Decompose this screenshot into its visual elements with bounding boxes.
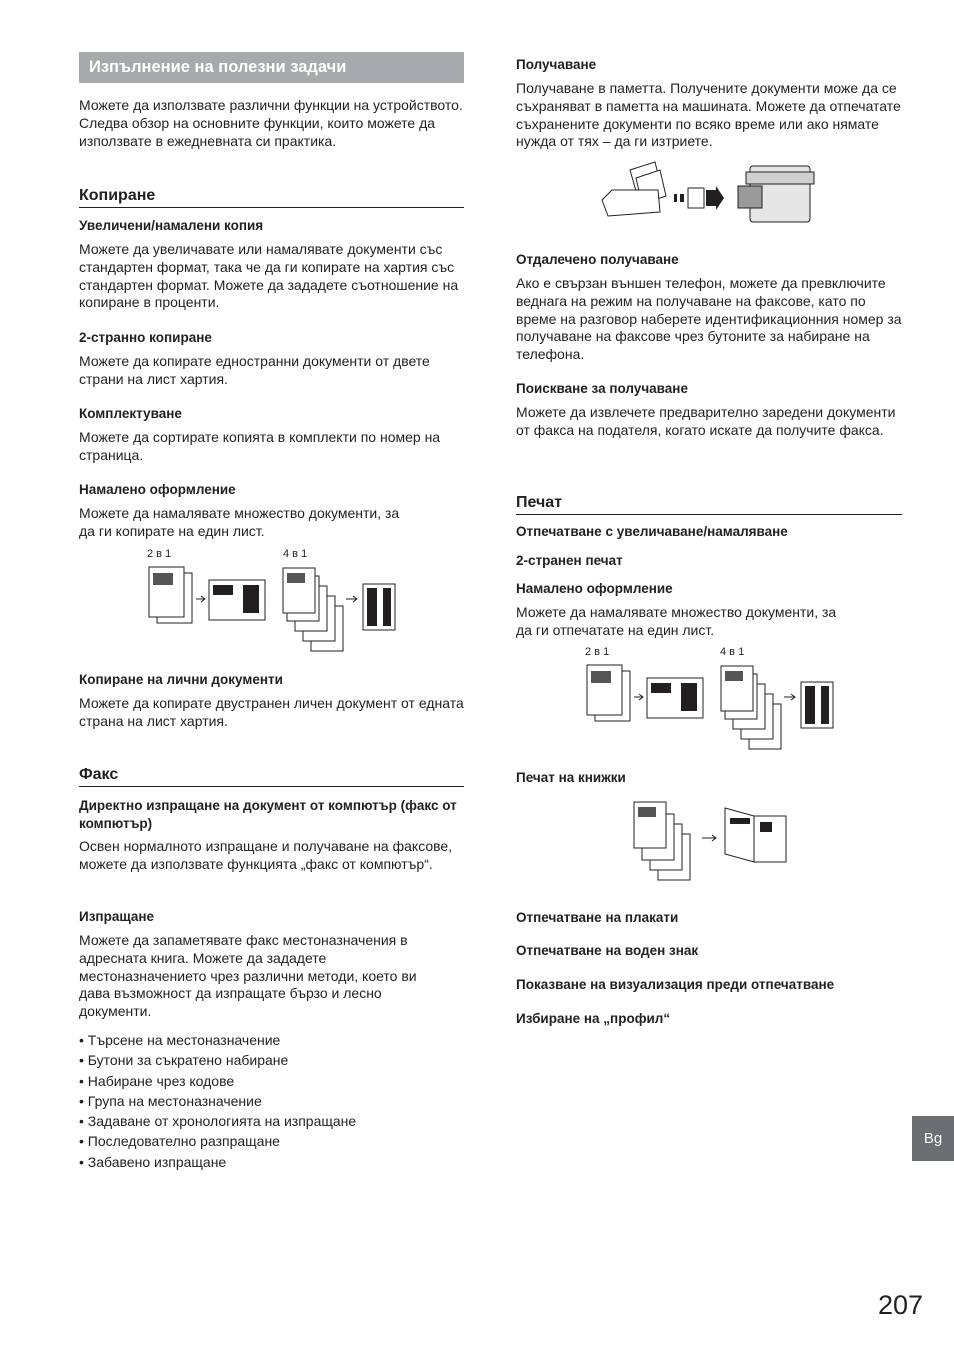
copy-s1-title: Увеличени/намалени копия xyxy=(79,218,264,233)
copy-layout-illustration xyxy=(145,563,405,653)
fax-r1-title: Получаване xyxy=(516,57,597,72)
copy-s5-text: Можете да копирате двустранен личен документ от едната страна на лист хартия. xyxy=(79,695,464,729)
fax-r1-text: Получаване в паметта. Получените документи може да се съхраняват в паметта на машината. Можете да отпечатате съхранените документи по всяко време или ако нямате нужда от тях – да ги изтриете. xyxy=(516,80,901,150)
list-item: • Забавено изпращане xyxy=(79,1152,464,1172)
print-item-preview: Показване на визуализация преди отпечатване xyxy=(516,977,835,992)
copy-s3-text: Можете да сортирате копията в комплекти по номер на страница. xyxy=(79,429,441,463)
print-item-booklet: Печат на книжки xyxy=(516,770,626,785)
print-item-layout-title: Намалено оформление xyxy=(516,581,673,596)
fax-send-methods-list xyxy=(79,1030,464,1172)
copy-s5-title: Копиране на лични документи xyxy=(79,672,283,687)
list-item: • Търсене на местоназначение xyxy=(79,1030,464,1050)
section-banner: Изпълнение на полезни задачи xyxy=(79,52,464,83)
copy-s1-text: Можете да увеличавате или намалявате документи със стандартен формат, така че да ги копирате на хартия със стандартен формат. Можете да зададете съотношение на копиране в проценти. xyxy=(79,241,459,311)
fax-s2-text: Можете да запаметявате факс местоназначения в адресната книга. Можете да зададете местоназначението чрез различни методи, което ви дава възможност да изпращате бързо и лесно документи. xyxy=(79,932,417,1020)
fig-label-4in1: 4 в 1 xyxy=(720,646,745,658)
print-layout-illustration xyxy=(583,661,843,751)
fax-heading: Факс xyxy=(79,766,464,787)
fax-memory-receive-illustration xyxy=(600,160,820,230)
print-item-poster: Отпечатване на плакати xyxy=(516,910,679,925)
copy-s2-text: Можете да копирате едностранни документи от двете страни на лист хартия. xyxy=(79,353,430,387)
fig-label-2in1: 2 в 1 xyxy=(585,646,610,658)
list-item: • Бутони за съкратено набиране xyxy=(79,1050,464,1070)
print-item-duplex: 2-странен печат xyxy=(516,553,623,568)
fax-s2-title: Изпращане xyxy=(79,909,155,924)
fax-r2-title: Отдалечено получаване xyxy=(516,252,679,267)
fig-label-4in1: 4 в 1 xyxy=(283,548,308,560)
list-item: • Набиране чрез кодове xyxy=(79,1071,464,1091)
fax-s1-text: Освен нормалното изпращане и получаване на факсове, можете да използвате функцията „факс от компютър“. xyxy=(79,838,453,872)
print-item-profile: Избиране на „профил“ xyxy=(516,1011,671,1026)
fax-s1-title: Директно изпращане на документ от компютър (факс от компютър) xyxy=(79,798,457,831)
copy-heading: Копиране xyxy=(79,187,464,208)
list-item: • Последователно разпращане xyxy=(79,1131,464,1151)
list-item: • Група на местоназначение xyxy=(79,1091,464,1111)
list-item: • Задаване от хронологията на изпращане xyxy=(79,1111,464,1131)
language-tab: Bg xyxy=(912,1116,954,1161)
intro-paragraph: Можете да използвате различни функции на устройството. Следва обзор на основните функции, които можете да използвате в ежедневната си практика. xyxy=(79,97,463,149)
copy-s3-title: Комплектуване xyxy=(79,406,182,421)
copy-s4-text: Можете да намалявате множество документи, за да ги копирате на един лист. xyxy=(79,505,400,539)
print-item-watermark: Отпечатване на воден знак xyxy=(516,943,699,958)
fig-label-2in1: 2 в 1 xyxy=(147,548,172,560)
booklet-print-illustration xyxy=(630,798,790,884)
print-item-layout-text: Можете да намалявате множество документи, за да ги отпечатате на един лист. xyxy=(516,604,837,638)
copy-s2-title: 2-странно копиране xyxy=(79,330,212,345)
fax-r3-title: Поискване за получаване xyxy=(516,381,688,396)
fax-r2-text: Ако е свързан външен телефон, можете да превключите веднага на режим на получаване на факсове, като по време на разговор наберете идентификационния номер за получаване на факсове чрез бутоните за набиране на телефона. xyxy=(516,275,902,363)
print-heading: Печат xyxy=(516,494,902,515)
print-item-zoom: Отпечатване с увеличаване/намаляване xyxy=(516,524,788,539)
page-number: 207 xyxy=(878,1290,924,1320)
fax-r3-text: Можете да извлечете предварително заредени документи от факса на подателя, когато искате да получите факса. xyxy=(516,404,896,438)
copy-s4-title: Намалено оформление xyxy=(79,482,236,497)
